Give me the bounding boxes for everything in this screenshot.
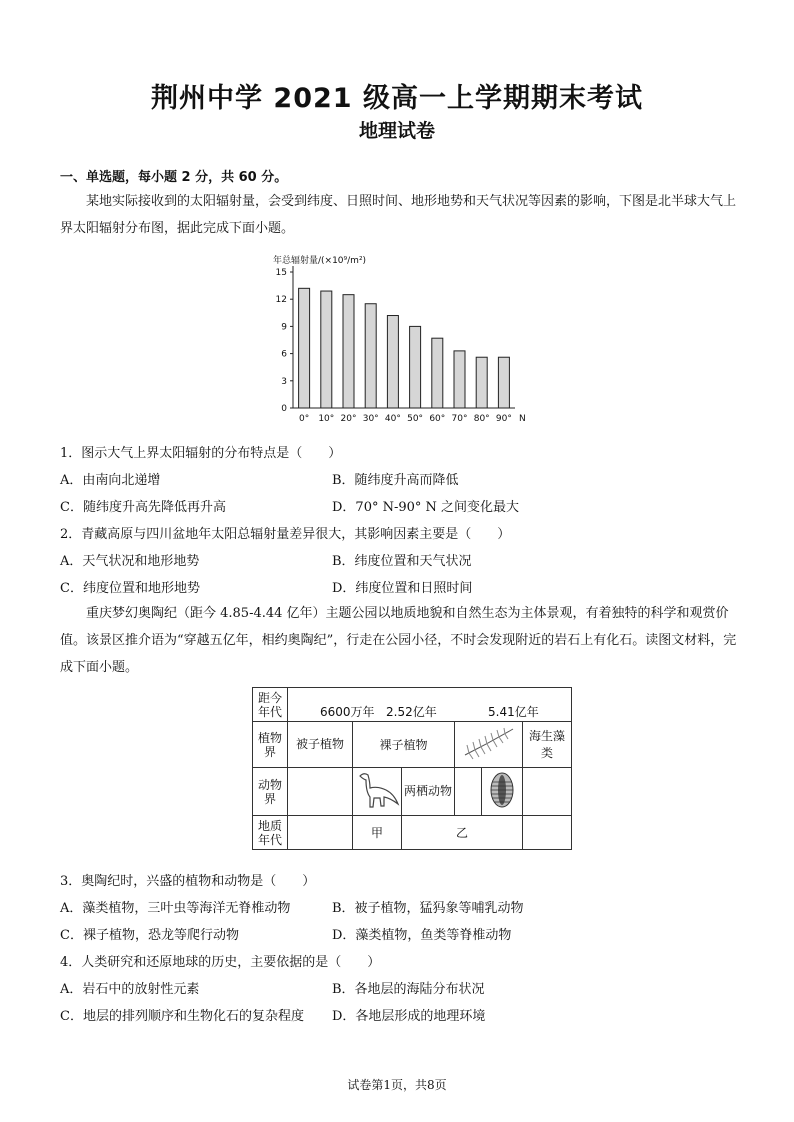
animal-cell-empty [288, 768, 353, 816]
passage-2 [60, 600, 740, 681]
question-1-option-c[interactable]: C．随纬度升高先降低再升高 [60, 500, 226, 515]
question-4-stem: 4．人类研究和还原地球的历史，主要依据的是（ ） [60, 955, 381, 970]
row-header-animals: 动物界 [253, 768, 288, 816]
fern-figure-cell [455, 722, 523, 768]
chart-ytick-label: 6 [281, 349, 287, 360]
chart-bar [498, 357, 509, 408]
chart-xtick-label: 50° [407, 414, 424, 424]
question-2-option-d[interactable]: D．纬度位置和日照时间 [332, 581, 473, 596]
chart-xtick-label: 10° [318, 414, 335, 424]
chart-ytick-label: 3 [281, 376, 287, 387]
chart-bar [387, 316, 398, 408]
animal-cell-empty-2 [455, 768, 482, 816]
page-footer: 试卷第1页，共8页 [347, 1078, 447, 1092]
plant-gymnosperm: 裸子植物 [353, 722, 455, 768]
question-1-stem: 1．图示大气上界太阳辐射的分布特点是（ ） [60, 446, 342, 461]
question-2-option-b[interactable]: B．纬度位置和天气状况 [332, 554, 472, 569]
time-row [288, 688, 572, 722]
chart-bar [454, 351, 465, 408]
time-label-252ma: 2.52亿年 [386, 705, 437, 719]
chart-xtick-label: 20° [340, 414, 357, 424]
time-label-541ma: 5.41亿年 [488, 705, 539, 719]
era-jia: 甲 [353, 816, 402, 850]
era-cell-empty-2 [523, 816, 572, 850]
passage-1-text: 某地实际接收到的太阳辐射量，会受到纬度、日照时间、地形地势和天气状况等因素的影响，下图是北半球大气上界太阳辐射分布图，据此完成下面小题。 [60, 194, 737, 236]
animal-cell-empty-3 [523, 768, 572, 816]
question-3-option-c[interactable]: C．裸子植物，恐龙等爬行动物 [60, 928, 239, 943]
plant-marine-algae: 海生藻类 [523, 722, 572, 768]
trilobite-figure [487, 770, 517, 810]
question-4-option-c[interactable]: C．地层的排列顺序和生物化石的复杂程度 [60, 1009, 304, 1024]
chart-xtick-label: 60° [429, 414, 446, 424]
exam-title: 荆州中学 2021 级高一上学期期末考试 [151, 83, 643, 114]
passage-1 [60, 188, 740, 242]
question-4-option-a[interactable]: A．岩石中的放射性元素 [60, 982, 200, 997]
question-3-option-a[interactable]: A．藻类植物，三叶虫等海洋无脊椎动物 [60, 901, 291, 916]
question-3-option-d[interactable]: D．藻类植物，鱼类等脊椎动物 [332, 928, 512, 943]
chart-bar [299, 288, 310, 408]
era-cell-empty [288, 816, 353, 850]
chart-xtick-label: 0° [298, 414, 310, 424]
chart-ytick-label: 12 [275, 295, 287, 306]
passage-2-text: 重庆梦幻奥陶纪（距今 4.85-4.44 亿年）主题公园以地质地貌和自然生态为主体景观，有着独特的科学和观赏价值。该景区推介语为“穿越五亿年，相约奥陶纪”，行走在公园小径，不时会发现附近的岩石上有化石。读图文材料，完成下面小题。 [60, 606, 737, 675]
fern-figure [461, 723, 517, 763]
row-header-time: 距今年代 [253, 688, 288, 722]
chart-bar [365, 304, 376, 408]
radiation-bar-chart [255, 250, 545, 430]
question-1-option-a[interactable]: A．由南向北递增 [60, 473, 161, 488]
section-heading: 一、单选题，每小题 2 分，共 60 分。 [60, 170, 288, 185]
chart-xtick-label: 90° [495, 414, 512, 424]
chart-xtick-label: 80° [473, 414, 490, 424]
question-3-stem: 3．奥陶纪时，兴盛的植物和动物是（ ） [60, 874, 316, 889]
row-header-plants: 植物界 [253, 722, 288, 768]
chart-ytick-label: 0 [281, 404, 287, 414]
dinosaur-figure-cell [353, 768, 402, 816]
question-2-option-a[interactable]: A．天气状况和地形地势 [60, 554, 200, 569]
chart-x-unit: N [519, 414, 526, 424]
question-4-option-d[interactable]: D．各地层形成的地理环境 [332, 1009, 486, 1024]
chart-bar [321, 291, 332, 408]
chart-bar [432, 338, 443, 408]
exam-subtitle: 地理试卷 [358, 120, 435, 142]
animal-amphibian: 两栖动物 [402, 768, 455, 816]
chart-ylabel: 年总辐射量/(×10⁹/m²) [273, 256, 367, 266]
question-2-option-c[interactable]: C．纬度位置和地形地势 [60, 581, 200, 596]
era-yi: 乙 [402, 816, 523, 850]
chart-xtick-label: 30° [362, 414, 379, 424]
chart-xtick-label: 40° [384, 414, 401, 424]
trilobite-figure-cell [482, 768, 523, 816]
plant-angiosperm: 被子植物 [288, 722, 353, 768]
row-header-era: 地质年代 [253, 816, 288, 850]
geologic-time-table [252, 687, 572, 850]
chart-bar [410, 326, 421, 408]
chart-ytick-label: 15 [275, 268, 287, 278]
question-1-option-b[interactable]: B．随纬度升高而降低 [332, 473, 459, 488]
time-label-66ma: 6600万年 [320, 705, 375, 719]
dinosaur-figure [354, 770, 400, 810]
chart-xtick-label: 70° [451, 414, 468, 424]
question-1-option-d[interactable]: D．70° N-90° N 之间变化最大 [332, 500, 520, 515]
question-2-stem: 2．青藏高原与四川盆地年太阳总辐射量差异很大，其影响因素主要是（ ） [60, 527, 511, 542]
chart-bar [343, 295, 354, 408]
question-3-option-b[interactable]: B．被子植物，猛犸象等哺乳动物 [332, 901, 524, 916]
chart-ytick-label: 9 [281, 322, 287, 333]
chart-bar [476, 357, 487, 408]
question-4-option-b[interactable]: B．各地层的海陆分布状况 [332, 982, 485, 997]
